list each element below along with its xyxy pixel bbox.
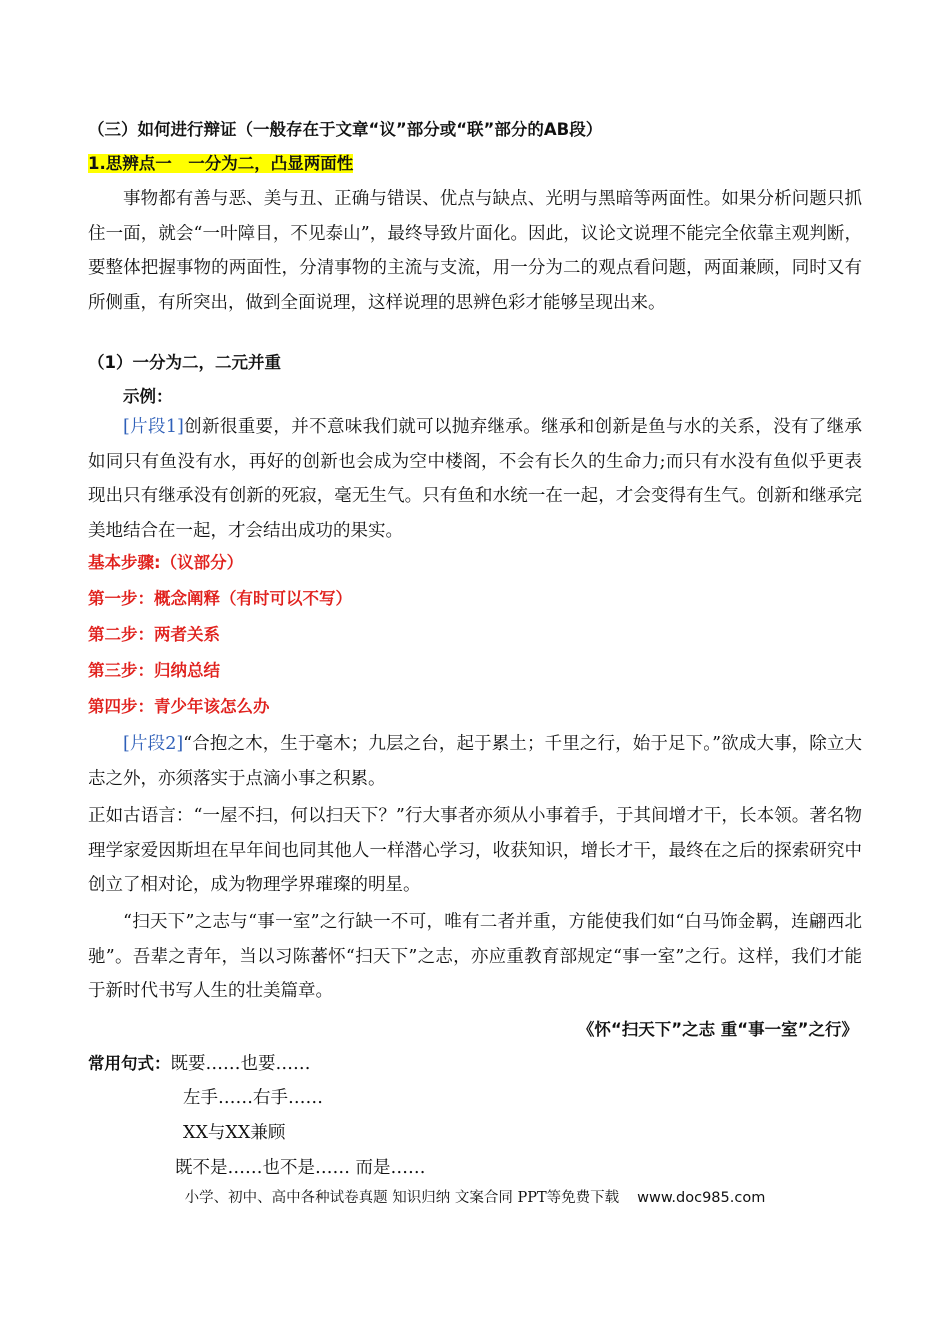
example-label: 示例： bbox=[123, 387, 173, 406]
footer-text: 小学、初中、高中各种试卷真题 知识归纳 文案合同 PPT等免费下载 bbox=[184, 1190, 620, 1206]
source-title: 《怀“扫天下”之志 重“事一室”之行》 bbox=[577, 1020, 858, 1039]
pattern-one: 既要……也要…… bbox=[170, 1054, 311, 1074]
step-four: 第四步：青少年该怎么办 bbox=[88, 697, 270, 716]
pattern-three: XX与XX兼顾 bbox=[183, 1123, 286, 1143]
intro-paragraph: 事物都有善与恶、美与丑、正确与错误、优点与缺点、光明与黑暗等两面性。如果分析问题只抓住一面，就会“一叶障目，不见泰山”，最终导致片面化。因此，议论文说理不能完全依靠主观判断，要整体把握事物的两面性，分清事物的主流与支流，用一分为二的观点看问题，两面兼顾，同时又有所侧重，有所突出，做到全面说理，这样说理的思辨色彩才能够呈现出来。 bbox=[88, 189, 862, 313]
step-two: 第二步：两者关系 bbox=[88, 625, 220, 644]
point-one-heading bbox=[88, 152, 353, 176]
fragment-two-paragraph-three: “扫天下”之志与“事一室”之行缺一不可，唯有二者并重，方能使我们如“白马饰金羁，连翩西北驰”。吾辈之青年，当以习陈蕃怀“扫天下”之志，亦应重教育部规定“事一室”之行。这样，我们才能于新时代书写人生的壮美篇章。 bbox=[88, 912, 862, 1001]
step-three: 第三步：归纳总结 bbox=[88, 661, 220, 680]
fragment-two-paragraph-two: 正如古语言：“一屋不扫，何以扫天下？”行大事者亦须从小事着手，于其间增才干，长本领。著名物理学家爱因斯坦在早年间也同其他人一样潜心学习，收获知识，增长才干，最终在之后的探索研究中创立了相对论，成为物理学界璀璨的明星。 bbox=[88, 806, 862, 895]
fragment-two-text: “合抱之木，生于毫木；九层之台，起于累土；千里之行，始于足下。”欲成大事，除立大志之外，亦须落实于点滴小事之积累。 bbox=[88, 734, 862, 789]
footer-url[interactable]: www.doc985.com bbox=[637, 1190, 766, 1206]
patterns-first-line bbox=[88, 1052, 311, 1076]
fragment-one-tag: [片段1] bbox=[123, 417, 184, 437]
step-one: 第一步：概念阐释（有时可以不写） bbox=[88, 589, 352, 608]
steps-title: 基本步骤:（议部分） bbox=[88, 553, 244, 572]
patterns-label: 常用句式： bbox=[88, 1054, 171, 1073]
fragment-one-text: 创新很重要，并不意味我们就可以抛弃继承。继承和创新是鱼与水的关系，没有了继承如同只有鱼没有水，再好的创新也会成为空中楼阁，不会有长久的生命力;而只有水没有鱼似乎更表现出只有继承没有创新的死寂，毫无生气。只有鱼和水统一在一起，才会变得有生气。创新和继承完美地结合在一起，才会结出成功的果实。 bbox=[88, 417, 862, 541]
section-heading: （三）如何进行辩证（一般存在于文章“议”部分或“联”部分的AB段） bbox=[88, 120, 603, 139]
fragment-one-paragraph bbox=[88, 410, 862, 548]
highlighted-point-one: 1.思辨点一 一分为二，凸显两面性 bbox=[88, 154, 354, 173]
fragment-two-paragraph bbox=[88, 727, 862, 796]
pattern-four: 既不是……也不是…… 而是…… bbox=[175, 1158, 426, 1178]
subheading-one: （1）一分为二，二元并重 bbox=[88, 353, 281, 372]
fragment-two-tag: [片段2] bbox=[123, 734, 184, 754]
page-footer bbox=[0, 1188, 950, 1208]
pattern-two: 左手……右手…… bbox=[183, 1088, 323, 1108]
